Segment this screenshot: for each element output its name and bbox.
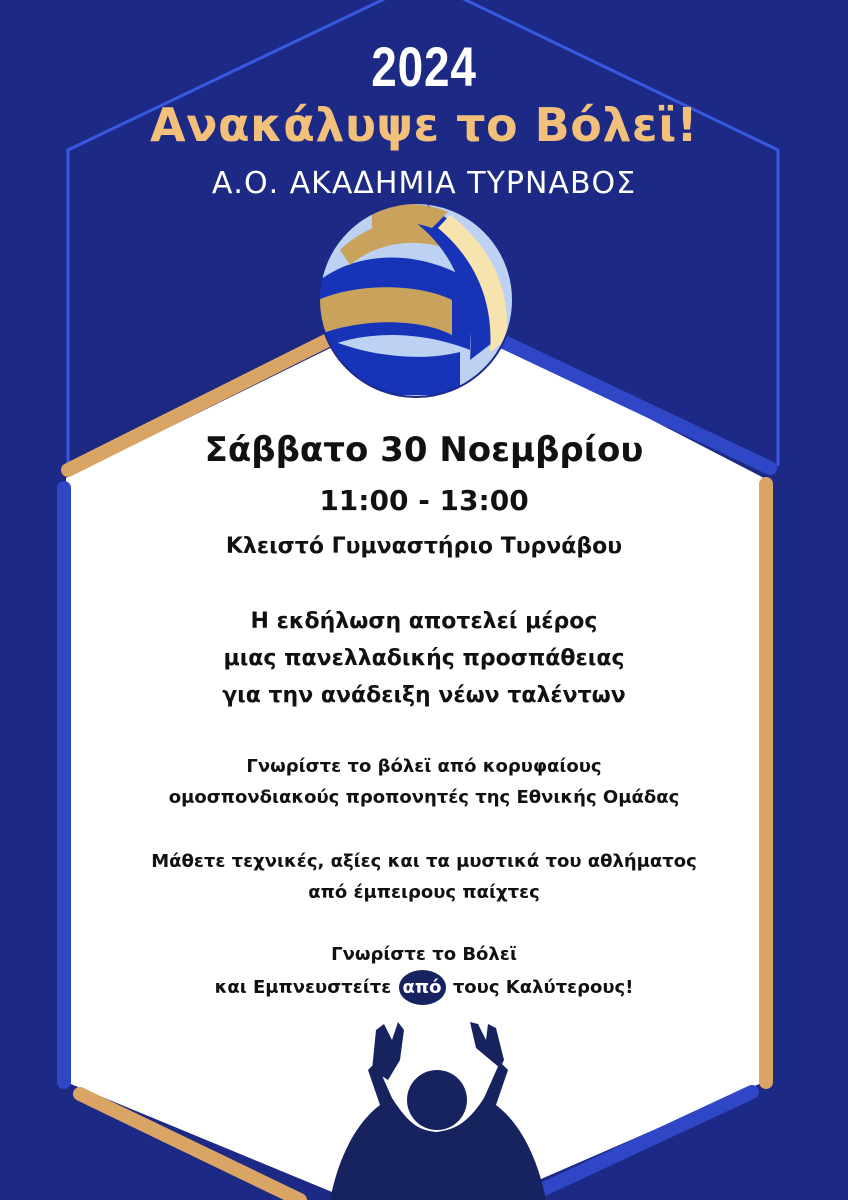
closing-line: Γνωρίστε το Βόλεϊ [331, 944, 517, 965]
players-line: Μάθετε τεχνικές, αξίες και τα μυστικά του αθλήματος [151, 851, 697, 872]
closing-line [0, 970, 848, 1005]
players-line: από έμπειρους παίχτες [308, 882, 540, 903]
description-line: για την ανάδειξη νέων ταλέντων [222, 683, 626, 708]
event-venue: Κλειστό Γυμναστήριο Τυρνάβου [225, 534, 623, 559]
coaches-line: ομοσπονδιακούς προπονητές της Εθνικής Ομάδας [168, 787, 680, 808]
highlight-badge: από [399, 970, 446, 1005]
organization-name: Α.Ο. ΑΚΑΔΗΜΙΑ ΤΥΡΝΑΒΟΣ [211, 166, 637, 201]
headline: Ανακάλυψε το Βόλεϊ! [150, 98, 698, 152]
closing-paragraph [0, 939, 848, 1005]
coaches-line: Γνωρίστε το βόλεϊ από κορυφαίους [246, 756, 602, 777]
coaches-paragraph [0, 751, 848, 813]
volleyball-icon [318, 203, 513, 397]
closing-text-after: τους Καλύτερους! [452, 977, 634, 998]
description-paragraph [0, 603, 848, 714]
year-heading: 2024 [371, 35, 477, 98]
closing-text-before: και Εμπνευστείτε [214, 977, 392, 998]
description-line: μιας πανελλαδικής προσπάθειας [223, 646, 625, 671]
players-paragraph [0, 846, 848, 908]
event-time: 11:00 - 13:00 [319, 484, 529, 517]
description-line: Η εκδήλωση αποτελεί μέρος [250, 609, 598, 634]
event-date: Σάββατο 30 Νοεμβρίου [204, 430, 644, 470]
